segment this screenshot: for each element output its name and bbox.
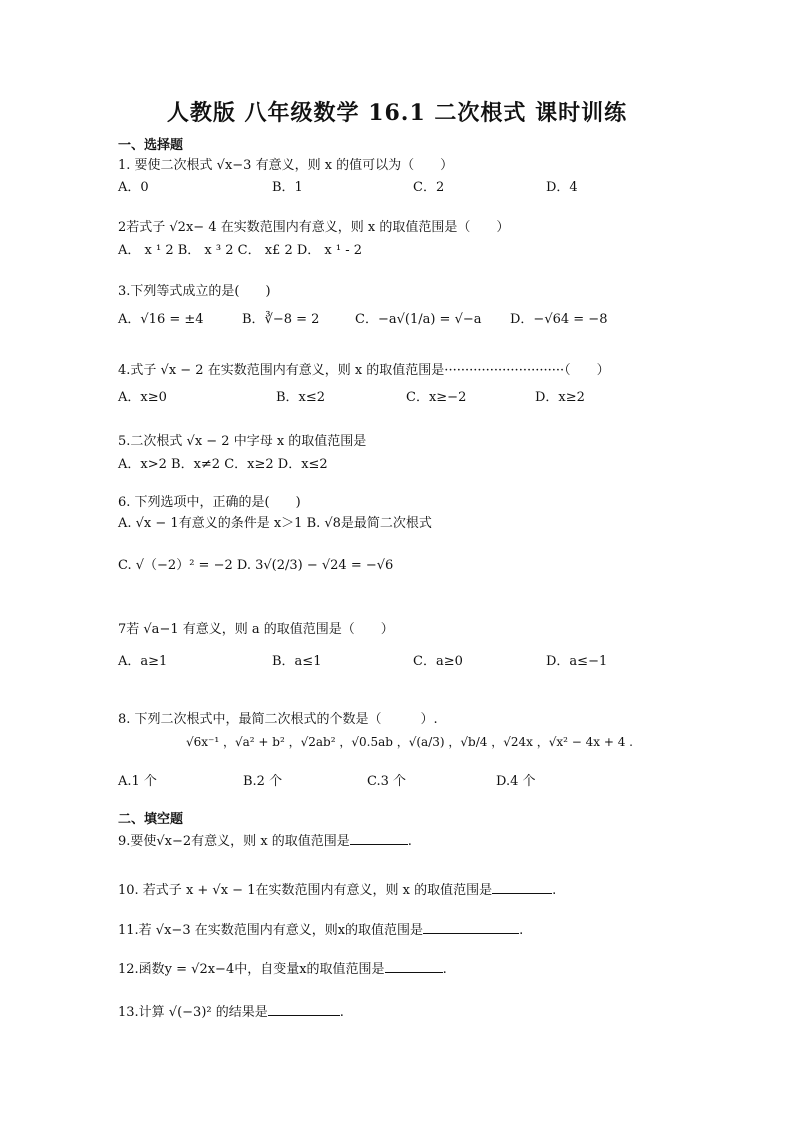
q4-option-a: A．x≥0 — [118, 390, 167, 405]
q11-period: . — [519, 923, 524, 938]
page-title: 人教版 八年级数学 16.1 二次根式 课时训练 — [166, 100, 628, 126]
q11-text: 11.若 √x−3 在实数范围内有意义，则x的取值范围是 — [118, 923, 424, 938]
q4-option-b: B．x≤2 — [276, 390, 326, 405]
q10-text: 10. 若式子 x + √x − 1在实数范围内有意义，则 x 的取值范围是 — [118, 883, 493, 898]
q13-period: . — [339, 1005, 344, 1020]
section-choice-heading: 一、选择题 — [118, 138, 184, 153]
q8-option-c: C.3 个 — [367, 774, 407, 789]
q13-answer-blank[interactable] — [268, 1003, 340, 1016]
q3-option-a: A．√16 = ±4 — [118, 312, 204, 327]
q12-text: 12.函数y = √2x−4中，自变量x的取值范围是 — [118, 962, 385, 977]
question-8-stem: 8. 下列二次根式中，最简二次根式的个数是（ ）. — [118, 712, 438, 727]
q8-option-a: A.1 个 — [118, 774, 157, 789]
q1-option-a: A．0 — [118, 180, 149, 195]
question-1-stem: 1. 要使二次根式 √x−3 有意义，则 x 的值可以为（ ） — [118, 158, 454, 173]
question-10 — [118, 879, 556, 898]
q1-option-d: D．4 — [546, 180, 578, 195]
q7-option-b: B．a≤1 — [272, 654, 322, 669]
q9-text: 9.要使√x−2有意义，则 x 的取值范围是 — [118, 834, 350, 849]
q7-option-d: D．a≤−1 — [546, 654, 608, 669]
q4-option-d: D．x≥2 — [535, 390, 585, 405]
q10-period: . — [552, 883, 557, 898]
q5-options: A．x>2 B．x≠2 C．x≥2 D．x≤2 — [118, 457, 328, 472]
question-3-stem: 3.下列等式成立的是( ) — [118, 284, 271, 299]
q6-options-ab: A. √x − 1有意义的条件是 x＞1 B. √8是最简二次根式 — [118, 516, 432, 531]
q7-option-c: C．a≥0 — [413, 654, 463, 669]
question-13 — [118, 1001, 344, 1020]
q8-option-b: B.2 个 — [243, 774, 283, 789]
q1-option-b: B．1 — [272, 180, 303, 195]
q3-option-b: B．∛−8 = 2 — [242, 312, 320, 327]
question-5-stem: 5.二次根式 √x − 2 中字母 x 的取值范围是 — [118, 434, 367, 449]
q6-options-cd: C. √（−2）² = −2 D. 3√(2/3) − √24 = −√6 — [118, 558, 394, 573]
q10-answer-blank[interactable] — [492, 881, 552, 894]
section-fill-heading: 二、填空题 — [118, 812, 184, 827]
q4-option-c: C．x≥−2 — [406, 390, 467, 405]
q13-text: 13.计算 √(−3)² 的结果是 — [118, 1005, 268, 1020]
question-9 — [118, 830, 412, 849]
q12-answer-blank[interactable] — [385, 960, 443, 973]
q12-period: . — [442, 962, 447, 977]
q7-option-a: A．a≥1 — [118, 654, 168, 669]
q1-option-c: C．2 — [413, 180, 445, 195]
question-2-stem: 2若式子 √2x− 4 在实数范围内有意义，则 x 的取值范围是（ ） — [118, 220, 510, 235]
question-12 — [118, 958, 447, 977]
question-4-stem: 4.式子 √x − 2 在实数范围内有意义，则 x 的取值范围是·····························（ ） — [118, 363, 610, 378]
question-11 — [118, 919, 523, 938]
q3-option-c: C．−a√(1/a) = √−a — [355, 312, 482, 327]
q2-options: A． x ¹ 2 B． x ³ 2 C． x£ 2 D． x ¹ - 2 — [118, 243, 363, 258]
question-6-stem: 6. 下列选项中，正确的是( ) — [118, 495, 301, 510]
question-7-stem: 7若 √a−1 有意义，则 a 的取值范围是（ ） — [118, 622, 394, 637]
q8-expression-list: √6x⁻¹ ，√a² + b² ，√2ab² ，√0.5ab ，√(a/3) ，√b/4 ，√24x ，√x² − 4x + 4 . — [186, 735, 633, 749]
q9-period: . — [407, 834, 412, 849]
q3-option-d: D．−√64 = −8 — [510, 312, 608, 327]
q11-answer-blank[interactable] — [423, 921, 519, 934]
q9-answer-blank[interactable] — [350, 832, 408, 845]
q8-option-d: D.4 个 — [496, 774, 536, 789]
